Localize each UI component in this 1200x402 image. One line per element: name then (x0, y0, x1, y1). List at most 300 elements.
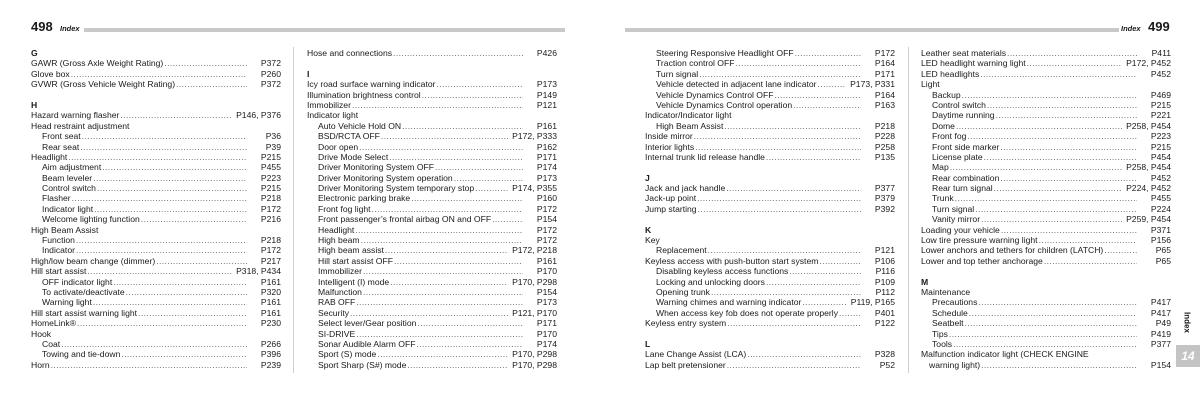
entry-label: Front fog light (318, 203, 371, 214)
index-entry (921, 69, 1171, 79)
dot-leader (363, 266, 523, 276)
entry-label: Schedule (932, 307, 968, 318)
dot-leader (71, 69, 247, 79)
entry-label: Function (42, 235, 75, 246)
entry-label: Vehicle detected in adjacent lane indicator (656, 79, 817, 90)
entry-label: Dome (932, 120, 955, 131)
entry-page-ref: P372 (260, 79, 281, 90)
index-entry (31, 308, 281, 318)
entry-label: Control switch (932, 99, 986, 110)
dot-leader (747, 349, 861, 359)
dot-leader (956, 121, 1122, 131)
entry-page-ref: P218 (874, 120, 895, 131)
entry-page-ref: P173 (536, 172, 557, 183)
entry-page-ref: P454 (1150, 151, 1171, 162)
entry-page-ref: P154 (536, 286, 557, 297)
entry-label: Indicator light (307, 110, 359, 121)
entry-label: Trunk (932, 193, 954, 204)
index-entry (921, 225, 1171, 235)
entry-label: Aim adjustment (42, 162, 102, 173)
dot-leader (793, 100, 861, 110)
index-entry (31, 339, 281, 349)
chapter-tab: 14 (1176, 345, 1200, 367)
entry-page-ref: P161 (536, 120, 557, 131)
entry-page-ref: P455 (260, 162, 281, 173)
entry-label: Illumination brightness control (307, 89, 421, 100)
entry-page-ref: P170 (536, 266, 557, 277)
entry-label: Glove box (31, 68, 70, 79)
dot-leader (1104, 245, 1137, 255)
entry-page-ref: P164 (874, 89, 895, 100)
index-entry (645, 58, 895, 68)
blank-line (921, 266, 1171, 276)
entry-label: SI-DRIVE (318, 328, 356, 339)
index-entry (307, 183, 557, 193)
index-entry (645, 183, 895, 193)
entry-page-ref: P161 (536, 255, 557, 266)
entry-page-ref: P172, P218 (512, 245, 557, 256)
entry-page-ref: P162 (536, 141, 557, 152)
index-entry (31, 173, 281, 183)
dot-leader (72, 193, 247, 203)
entry-label: Backup (932, 89, 961, 100)
dot-leader (981, 214, 1122, 224)
dot-leader (416, 339, 523, 349)
dot-leader (363, 287, 523, 297)
dot-leader (385, 245, 508, 255)
index-entry (307, 308, 557, 318)
index-entry (921, 256, 1171, 266)
dot-leader (435, 162, 523, 172)
entry-page-ref: P171 (536, 318, 557, 329)
entry-page-ref: P170, P298 (512, 349, 557, 360)
dot-leader (355, 225, 523, 235)
dot-leader (381, 131, 508, 141)
index-entry (31, 58, 281, 68)
entry-label: Traction control OFF (656, 58, 735, 69)
entry-page-ref: P49 (1155, 318, 1171, 329)
blank-line (645, 329, 895, 339)
entry-page-ref: P172 (536, 203, 557, 214)
dot-leader (819, 256, 861, 266)
index-entry (645, 90, 895, 100)
dot-leader (454, 173, 523, 183)
index-entry (645, 277, 895, 287)
entry-page-ref: P161 (260, 276, 281, 287)
entry-page-ref: P172, P452 (1126, 58, 1171, 69)
entry-page-ref: P146, P376 (236, 110, 281, 121)
index-entry (921, 287, 1171, 297)
dot-leader (80, 142, 247, 152)
dot-leader (727, 360, 861, 370)
index-entry (31, 162, 281, 172)
dot-leader (802, 297, 846, 307)
entry-label: Daytime running (932, 110, 995, 121)
entry-label: Hill start assist warning light (31, 307, 138, 318)
entry-page-ref: P372 (260, 58, 281, 69)
entry-label: BSD/RCTA OFF (318, 131, 380, 142)
dot-leader (394, 256, 523, 266)
index-entry (31, 349, 281, 359)
blank-line (645, 214, 895, 224)
index-entry (921, 308, 1171, 318)
entry-label: Rear combination (932, 172, 1000, 183)
entry-label: Leather seat materials (921, 48, 1007, 58)
index-entry (31, 266, 281, 276)
index-entry (31, 79, 281, 89)
entry-page-ref: P122 (874, 318, 895, 329)
index-column-4 (921, 48, 1171, 370)
entry-page-ref: P266 (260, 338, 281, 349)
entry-page-ref: P224 (1150, 203, 1171, 214)
entry-label: Hook (31, 328, 52, 339)
dot-leader (726, 183, 861, 193)
entry-label: License plate (932, 151, 983, 162)
entry-label: Turn signal (932, 203, 975, 214)
entry-page-ref: P218 (260, 235, 281, 246)
index-entry (307, 100, 557, 110)
entry-page-ref: P215 (260, 183, 281, 194)
entry-label: High Beam Assist (31, 224, 99, 235)
entry-label: Headlight (318, 224, 355, 235)
dot-leader (475, 183, 508, 193)
index-entry (31, 204, 281, 214)
index-entry (307, 329, 557, 339)
entry-page-ref: P154 (536, 214, 557, 225)
dot-leader (967, 131, 1137, 141)
entry-page-ref: P173, P331 (850, 79, 895, 90)
index-entry (307, 48, 557, 58)
entry-label: Drive Mode Select (318, 151, 389, 162)
index-entry (307, 173, 557, 183)
index-entry (645, 256, 895, 266)
entry-page-ref: P173 (536, 297, 557, 308)
dot-leader (994, 183, 1122, 193)
index-entry (921, 100, 1171, 110)
index-entry (921, 318, 1171, 328)
entry-page-ref: P170, P298 (512, 276, 557, 287)
index-entry (645, 204, 895, 214)
index-entry (921, 329, 1171, 339)
entry-label: Icy road surface warning indicator (307, 79, 436, 90)
entry-label: Front side marker (932, 141, 1000, 152)
dot-leader (818, 79, 847, 89)
entry-label: Steering Responsive Headlight OFF (656, 48, 794, 58)
index-entry (921, 349, 1171, 359)
index-entry (921, 245, 1171, 255)
entry-label: Opening trunk (656, 286, 710, 297)
entry-page-ref: P215 (260, 151, 281, 162)
entry-label: Indicator (42, 245, 75, 256)
entry-page-ref: P161 (260, 297, 281, 308)
index-entry (31, 235, 281, 245)
index-entry (645, 318, 895, 328)
dot-leader (350, 308, 508, 318)
entry-label: Keyless access with push-button start system (645, 255, 819, 266)
index-entry (31, 256, 281, 266)
dot-leader (87, 266, 232, 276)
dot-leader (138, 308, 247, 318)
index-column-1 (31, 48, 281, 370)
entry-label: Vehicle Dynamics Control operation (656, 99, 793, 110)
entry-page-ref: P109 (874, 276, 895, 287)
entry-label: Front fog (932, 131, 967, 142)
dot-leader (61, 339, 247, 349)
entry-page-ref: P217 (260, 255, 281, 266)
dot-leader (1001, 225, 1137, 235)
dot-leader (76, 235, 247, 245)
index-entry (645, 287, 895, 297)
index-entry (31, 277, 281, 287)
dot-leader (697, 193, 861, 203)
index-entry (307, 142, 557, 152)
header-rule-left (84, 28, 565, 32)
entry-label: Interior lights (645, 141, 695, 152)
entry-label: warning light) (929, 359, 981, 370)
entry-label: Replacement (656, 245, 707, 256)
entry-page-ref: P228 (874, 131, 895, 142)
dot-leader (735, 58, 861, 68)
dot-leader (356, 329, 523, 339)
column-divider (293, 47, 294, 373)
entry-page-ref: P119, P165 (850, 297, 895, 308)
dot-leader (51, 360, 247, 370)
entry-label: Low tire pressure warning light (921, 235, 1038, 246)
entry-label: Light (921, 79, 940, 90)
index-entry (31, 297, 281, 307)
dot-leader (422, 90, 523, 100)
dot-leader (724, 121, 861, 131)
entry-page-ref: P318, P434 (236, 266, 281, 277)
dot-leader (727, 318, 861, 328)
entry-label: Warning chimes and warning indicator (656, 297, 802, 308)
index-entry (921, 339, 1171, 349)
index-entry (645, 308, 895, 318)
entry-label: Select lever/Gear position (318, 318, 417, 329)
dot-leader (699, 69, 861, 79)
dot-leader (93, 173, 247, 183)
entry-label: Sport Sharp (S#) mode (318, 359, 407, 370)
index-entry (31, 131, 281, 141)
entry-label: Map (932, 162, 949, 173)
index-entry (307, 152, 557, 162)
dot-leader (411, 193, 523, 203)
entry-page-ref: P174 (536, 338, 557, 349)
dot-leader (965, 318, 1137, 328)
dot-leader (1000, 173, 1137, 183)
dot-leader (711, 287, 861, 297)
entry-label: High beam assist (318, 245, 384, 256)
dot-leader (694, 131, 861, 141)
index-entry (921, 360, 1171, 370)
entry-page-ref: P160 (536, 193, 557, 204)
index-entry (31, 69, 281, 79)
entry-page-ref: P452 (1150, 172, 1171, 183)
entry-page-ref: P396 (260, 349, 281, 360)
index-entry (307, 131, 557, 141)
entry-label: To activate/deactivate (42, 286, 125, 297)
entry-label: Tools (932, 338, 953, 349)
index-entry (921, 142, 1171, 152)
entry-label: Indicator/Indicator light (645, 110, 732, 121)
entry-label: GAWR (Gross Axle Weight Rating) (31, 58, 164, 69)
entry-label: RAB OFF (318, 297, 356, 308)
entry-label: High beam (318, 235, 360, 246)
entry-label: Lap belt pretensioner (645, 359, 726, 370)
entry-page-ref: P328 (874, 349, 895, 360)
entry-label: Horn (31, 359, 50, 370)
dot-leader (962, 90, 1137, 100)
side-tab-label: Index (1182, 312, 1192, 333)
index-entry (31, 329, 281, 339)
index-entry (307, 204, 557, 214)
entry-label: Vanity mirror (932, 214, 981, 225)
entry-page-ref: P224, P452 (1126, 183, 1171, 194)
blank-line (31, 90, 281, 100)
index-entry (307, 297, 557, 307)
index-entry (645, 131, 895, 141)
header-rule-right (625, 28, 1119, 32)
entry-page-ref: P65 (1155, 245, 1171, 256)
index-entry (31, 225, 281, 235)
dot-leader (120, 110, 232, 120)
index-entry (307, 256, 557, 266)
index-entry (31, 245, 281, 255)
dot-leader (949, 329, 1137, 339)
entry-label: Hazard warning flasher (31, 110, 120, 121)
entry-label: Turn signal (656, 68, 699, 79)
entry-page-ref: P156 (1150, 235, 1171, 246)
entry-page-ref: P172 (536, 224, 557, 235)
index-entry (307, 214, 557, 224)
entry-page-ref: P65 (1155, 255, 1171, 266)
entry-page-ref: P230 (260, 318, 281, 329)
dot-leader (377, 349, 508, 359)
index-entry (921, 58, 1171, 68)
index-entry (307, 225, 557, 235)
dot-leader (1000, 142, 1137, 152)
entry-page-ref: P172 (536, 235, 557, 246)
index-entry (645, 152, 895, 162)
entry-page-ref: P223 (260, 172, 281, 183)
entry-label: LED headlights (921, 68, 980, 79)
index-entry (307, 110, 557, 120)
dot-leader (969, 308, 1137, 318)
index-entry (31, 193, 281, 203)
dot-leader (695, 142, 861, 152)
index-entry (645, 121, 895, 131)
entry-label: OFF indicator light (42, 276, 113, 287)
index-entry (921, 162, 1171, 172)
entry-page-ref: P171 (536, 151, 557, 162)
entry-page-ref: P149 (536, 89, 557, 100)
index-entry (307, 121, 557, 131)
entry-page-ref: P377 (874, 183, 895, 194)
section-letter: G (31, 48, 38, 58)
index-entry (307, 318, 557, 328)
index-entry (307, 266, 557, 276)
index-entry (921, 110, 1171, 120)
index-entry (31, 183, 281, 193)
index-entry (31, 287, 281, 297)
index-entry (31, 142, 281, 152)
entry-label: Intelligent (I) mode (318, 276, 390, 287)
index-entry (307, 90, 557, 100)
dot-leader (76, 245, 247, 255)
dot-leader (437, 79, 524, 89)
entry-page-ref: P172 (260, 203, 281, 214)
index-entry (921, 48, 1171, 58)
dot-leader (417, 318, 523, 328)
entry-label: Lane Change Assist (LCA) (645, 349, 747, 360)
dot-leader (402, 121, 523, 131)
dot-leader (113, 277, 247, 287)
index-entry (31, 121, 281, 131)
entry-page-ref: P258 (874, 141, 895, 152)
entry-page-ref: P170, P298 (512, 359, 557, 370)
entry-label: Coat (42, 338, 61, 349)
entry-page-ref: P215 (1150, 141, 1171, 152)
entry-page-ref: P173 (536, 79, 557, 90)
dot-leader (176, 79, 247, 89)
entry-label: Rear seat (42, 141, 80, 152)
dot-leader (774, 90, 861, 100)
entry-label: High/low beam change (dimmer) (31, 255, 156, 266)
index-entry (645, 297, 895, 307)
entry-label: LED headlight warning light (921, 58, 1026, 69)
entry-label: Sonar Audible Alarm OFF (318, 338, 416, 349)
dot-leader (1039, 235, 1137, 245)
index-entry (921, 235, 1171, 245)
index-entry (645, 266, 895, 276)
dot-leader (996, 110, 1137, 120)
entry-page-ref: P121 (536, 99, 557, 110)
section-letter: J (645, 172, 650, 183)
dot-leader (82, 131, 247, 141)
index-entry (307, 360, 557, 370)
entry-page-ref: P392 (874, 203, 895, 214)
index-entry (921, 183, 1171, 193)
entry-page-ref: P163 (874, 99, 895, 110)
index-entry (921, 121, 1171, 131)
dot-leader (352, 100, 523, 110)
entry-label: When access key fob does not operate properly (656, 307, 839, 318)
dot-leader (93, 297, 247, 307)
dot-leader (789, 266, 861, 276)
index-entry (921, 79, 1171, 89)
entry-label: Key (645, 235, 660, 246)
entry-label: Immobilizer (318, 266, 362, 277)
index-entry (31, 360, 281, 370)
entry-label: Driver Monitoring System operation (318, 172, 453, 183)
section-letter: K (645, 224, 652, 235)
dot-leader (955, 193, 1137, 203)
dot-leader (164, 58, 247, 68)
dot-leader (795, 48, 861, 58)
dot-leader (980, 69, 1137, 79)
entry-label: Hill start assist (31, 266, 87, 277)
entry-page-ref: P172 (874, 48, 895, 58)
index-entry (645, 245, 895, 255)
dot-leader (359, 142, 523, 152)
entry-label: Hill start assist OFF (318, 255, 393, 266)
index-entry (307, 162, 557, 172)
dot-leader (126, 287, 247, 297)
dot-leader (356, 297, 523, 307)
dot-leader (102, 162, 247, 172)
dot-leader (950, 162, 1122, 172)
index-entry (921, 152, 1171, 162)
